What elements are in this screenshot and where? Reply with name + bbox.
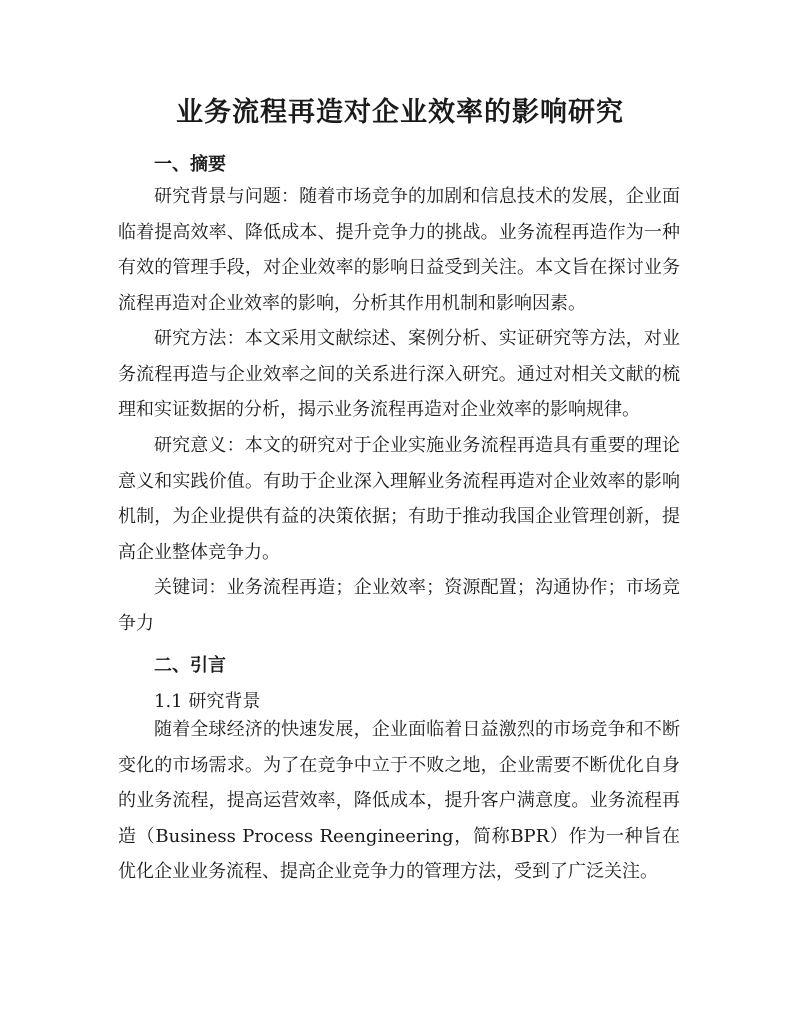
abstract-heading: 一、摘要 [154, 154, 226, 175]
abstract-method-paragraph: 研究方法：本文采用文献综述、案例分析、实证研究等方法，对业务流程再造与企业效率之间的关系进行深入研究。通过对相关文献的梳理和实证数据的分析，揭示业务流程再造对企业效率的影响规律。 [118, 328, 680, 420]
introduction-heading: 二、引言 [154, 655, 226, 676]
abstract-significance-paragraph: 研究意义：本文的研究对于企业实施业务流程再造具有重要的理论意义和实践价值。有助于企业深入理解业务流程再造对企业效率的影响机制，为企业提供有益的决策依据；有助于推动我国企业管理创新，提高企业整体竞争力。 [118, 435, 680, 563]
research-background-subheading: 1.1 研究背景 [154, 691, 261, 712]
abstract-background-paragraph: 研究背景与问题：随着市场竞争的加剧和信息技术的发展，企业面临着提高效率、降低成本、提升竞争力的挑战。业务流程再造作为一种有效的管理手段，对企业效率的影响日益受到关注。本文旨在探讨业务流程再造对企业效率的影响，分析其作用机制和影响因素。 [118, 186, 680, 314]
introduction-paragraph: 随着全球经济的快速发展，企业面临着日益激烈的市场竞争和不断变化的市场需求。为了在竞争中立于不败之地，企业需要不断优化自身的业务流程，提高运营效率，降低成本，提升客户满意度。业务流程再造（Business Process Reengineering，简称BPR）作为一种旨在优化企业业务流程、提高企业竞争力的管理方法，受到了广泛关注。 [118, 719, 680, 882]
keywords-paragraph: 关键词：业务流程再造；企业效率；资源配置；沟通协作；市场竞争力 [118, 577, 680, 634]
document-title: 业务流程再造对企业效率的影响研究 [176, 97, 624, 128]
